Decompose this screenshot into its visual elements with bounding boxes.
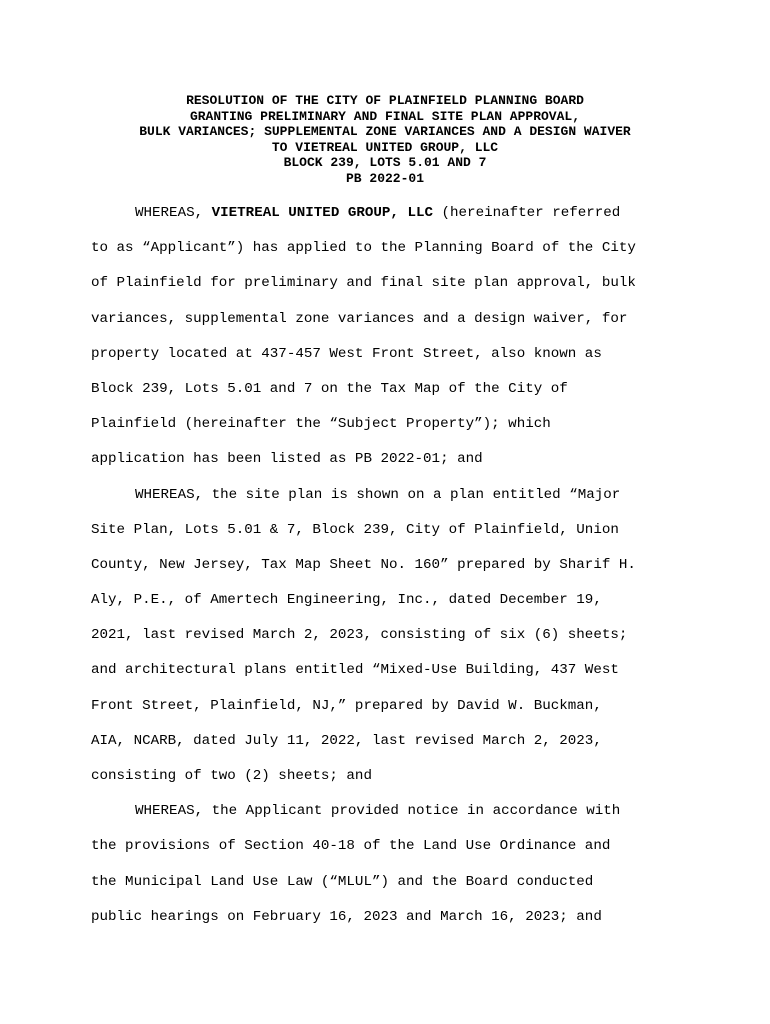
paragraph-2-line: 2021, last revised March 2, 2023, consisting of six (6) sheets; xyxy=(91,627,628,644)
paragraph-3-line: the Municipal Land Use Law (“MLUL”) and the Board conducted xyxy=(91,873,594,890)
paragraph-1-line: to as “Applicant”) has applied to the Planning Board of the City xyxy=(91,240,636,257)
title-line-1: RESOLUTION OF THE CITY OF PLAINFIELD PLANNING BOARD xyxy=(186,93,584,108)
resolution-body xyxy=(91,196,691,935)
paragraph-1-line: variances, supplemental zone variances and a design waiver, for xyxy=(91,310,628,327)
title-line-3: BULK VARIANCES; SUPPLEMENTAL ZONE VARIANCES AND A DESIGN WAIVER xyxy=(139,124,631,140)
resolution-title xyxy=(0,93,770,187)
paragraph-1-line: Block 239, Lots 5.01 and 7 on the Tax Map of the City of xyxy=(91,380,568,397)
paragraph-3-line-1: WHEREAS, the Applicant provided notice in accordance with xyxy=(135,803,621,820)
paragraph-2-line-1: WHEREAS, the site plan is shown on a plan entitled “Major xyxy=(135,486,621,503)
title-line-5: BLOCK 239, LOTS 5.01 AND 7 xyxy=(283,155,487,171)
title-line-2: GRANTING PRELIMINARY AND FINAL SITE PLAN APPROVAL, xyxy=(189,108,581,124)
paragraph-1-line-1 xyxy=(91,196,691,231)
title-line-4: TO VIETREAL UNITED GROUP, LLC xyxy=(271,139,499,155)
whereas-lead: WHEREAS, xyxy=(135,205,212,221)
paragraph-1-line: Plainfield (hereinafter the “Subject Property”); which xyxy=(91,416,551,433)
paragraph-2-line: Site Plan, Lots 5.01 & 7, Block 239, City of Plainfield, Union xyxy=(91,521,619,538)
paragraph-2-line: consisting of two (2) sheets; and xyxy=(91,768,372,784)
paragraph-1-line: of Plainfield for preliminary and final site plan approval, bulk xyxy=(91,275,636,292)
title-line-6: PB 2022-01 xyxy=(345,170,424,186)
applicant-name: VIETREAL UNITED GROUP, LLC xyxy=(211,205,433,221)
paragraph-3-line: the provisions of Section 40-18 of the Land Use Ordinance and xyxy=(91,838,611,855)
paragraph-2-line: Aly, P.E., of Amertech Engineering, Inc., dated December 19, xyxy=(91,592,602,609)
paragraph-1-line-1-rest: (hereinafter referred xyxy=(433,205,621,221)
paragraph-3-line: public hearings on February 16, 2023 and March 16, 2023; and xyxy=(91,908,602,925)
paragraph-2-line: AIA, NCARB, dated July 11, 2022, last revised March 2, 2023, xyxy=(91,732,602,749)
paragraph-2-line: County, New Jersey, Tax Map Sheet No. 160” prepared by Sharif H. xyxy=(91,556,636,573)
paragraph-1-line: application has been listed as PB 2022-01; and xyxy=(91,451,483,468)
paragraph-1-line: property located at 437-457 West Front Street, also known as xyxy=(91,345,602,362)
paragraph-2-line: and architectural plans entitled “Mixed-Use Building, 437 West xyxy=(91,662,619,679)
paragraph-2-line: Front Street, Plainfield, NJ,” prepared by David W. Buckman, xyxy=(91,697,602,714)
